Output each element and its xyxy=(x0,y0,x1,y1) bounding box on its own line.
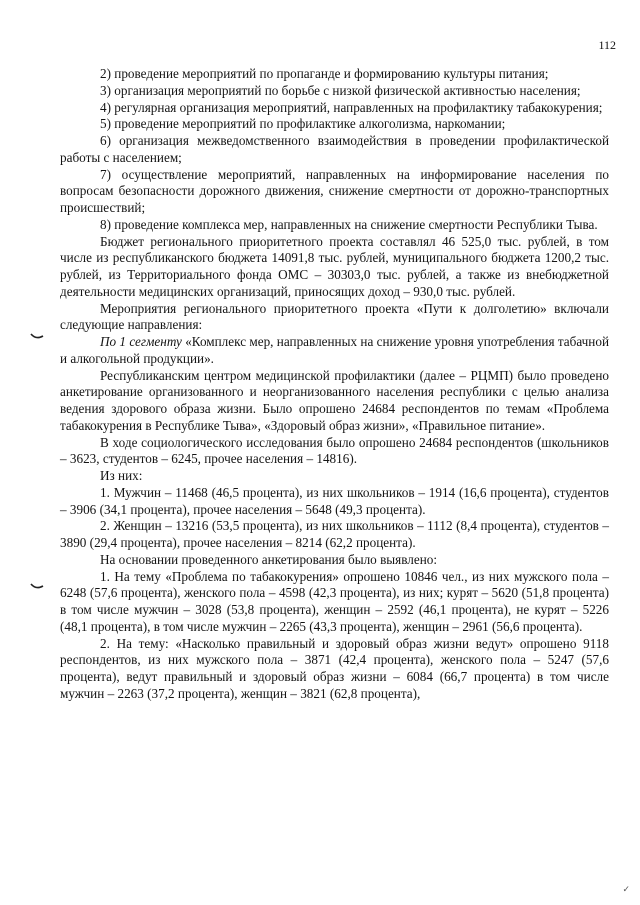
survey-paragraph: 1. На тему «Проблема по табакокурения» опрошено 10846 чел., из них мужского пола – 6248 (57,6 процента), женского пола – 4598 (42,3 процента), из них; курят – 5620 (51,8 процента) в том числе мужчин – 3028 (53,8 процента), женщин – 2592 (46,1 процента), не курят – 5226 (48,1 процента), в том числе мужчин – 2265 (43,3 процента), женщин – 2961 (56,6 процента). xyxy=(60,568,609,634)
survey-paragraph: В ходе социологического исследования было опрошено 24684 респондентов (школьников – 3623, студентов – 6245, прочее населения – 14816). xyxy=(60,434,609,467)
survey-paragraph: 2. На тему: «Насколько правильный и здоровый образ жизни ведут» опрошено 9118 респондентов, из них мужского пола – 3871 (42,4 процента), женского пола – 5247 (57,6 процента), ведут правильный и здоровый образ жизни – 6084 (66,7 процента) в том числе мужчин – 2263 (37,2 процента), женщин – 3821 (62,8 процента), xyxy=(60,635,609,701)
list-item: 5) проведение мероприятий по профилактике алкоголизма, наркомании; xyxy=(100,116,506,132)
segment-paragraph xyxy=(60,334,609,368)
list-item: 2) проведение мероприятий по пропаганде и формированию культуры питания; xyxy=(100,66,549,81)
list-item: 7) осуществление мероприятий, направленных на информирование населения по вопросам безопасности дорожного движения, снижение смертности от дорожно-транспортных происшествий; xyxy=(60,166,609,215)
margin-check-mark xyxy=(30,582,44,590)
segment-label: По 1 сегменту xyxy=(100,334,182,349)
project-paragraph: Мероприятия регионального приоритетного проекта «Пути к долголетию» включали следующие направления: xyxy=(60,300,609,333)
document-body xyxy=(60,66,609,703)
survey-paragraph: 1. Мужчин – 11468 (46,5 процента), из них школьников – 1914 (16,6 процента), студентов – 3906 (34,1 процента), прочее населения – 5648 (49,3 процента). xyxy=(60,484,609,517)
segment-text: «Комплекс мер, направленных на снижение уровня употребления табачной и алкогольной продукции». xyxy=(60,334,610,366)
list-item: 3) организация мероприятий по борьбе с низкой физической активностью населения; xyxy=(100,82,581,98)
margin-check-mark xyxy=(30,332,44,340)
list-item: 8) проведение комплекса мер, направленных на снижение смертности Республики Тыва. xyxy=(100,216,598,232)
page-number: 112 xyxy=(598,38,616,52)
survey-paragraph: 2. Женщин – 13216 (53,5 процента), из них школьников – 1112 (8,4 процента), студентов – 3890 (29,4 процента), прочее населения – 8214 (62,2 процента). xyxy=(60,518,609,550)
survey-paragraph: Республиканским центром медицинской профилактики (далее – РЦМП) было проведено анкетирование организованного и неорганизованного населения республики с целью анализа ведения здорового образа жизни. Было опрошено 24684 респондентов по темам «Проблема табакокурения в Республике Тыва», «Здоровый образ жизни», «Правильное питание». xyxy=(60,367,609,433)
scan-artifact-mark: ✓ xyxy=(622,884,630,894)
list-item: 4) регулярная организация мероприятий, направленных на профилактику табакокурения; xyxy=(100,99,603,115)
list-item: 6) организация межведомственного взаимодействия в проведении профилактической работы с населением; xyxy=(60,133,609,165)
survey-paragraph: Из них: xyxy=(100,468,143,483)
budget-paragraph: Бюджет регионального приоритетного проекта составлял 46 525,0 тыс. рублей, в том числе из республиканского бюджета 14091,8 тыс. рублей, муниципального бюджета 1200,2 тыс. рублей, из Территориального фонда ОМС – 30303,0 тыс. рублей, а также из внебюджетной деятельности медицинских организаций, приносящих доход – 930,0 тыс. рублей. xyxy=(60,233,609,299)
survey-paragraph: На основании проведенного анкетирования было выявлено: xyxy=(100,551,438,567)
